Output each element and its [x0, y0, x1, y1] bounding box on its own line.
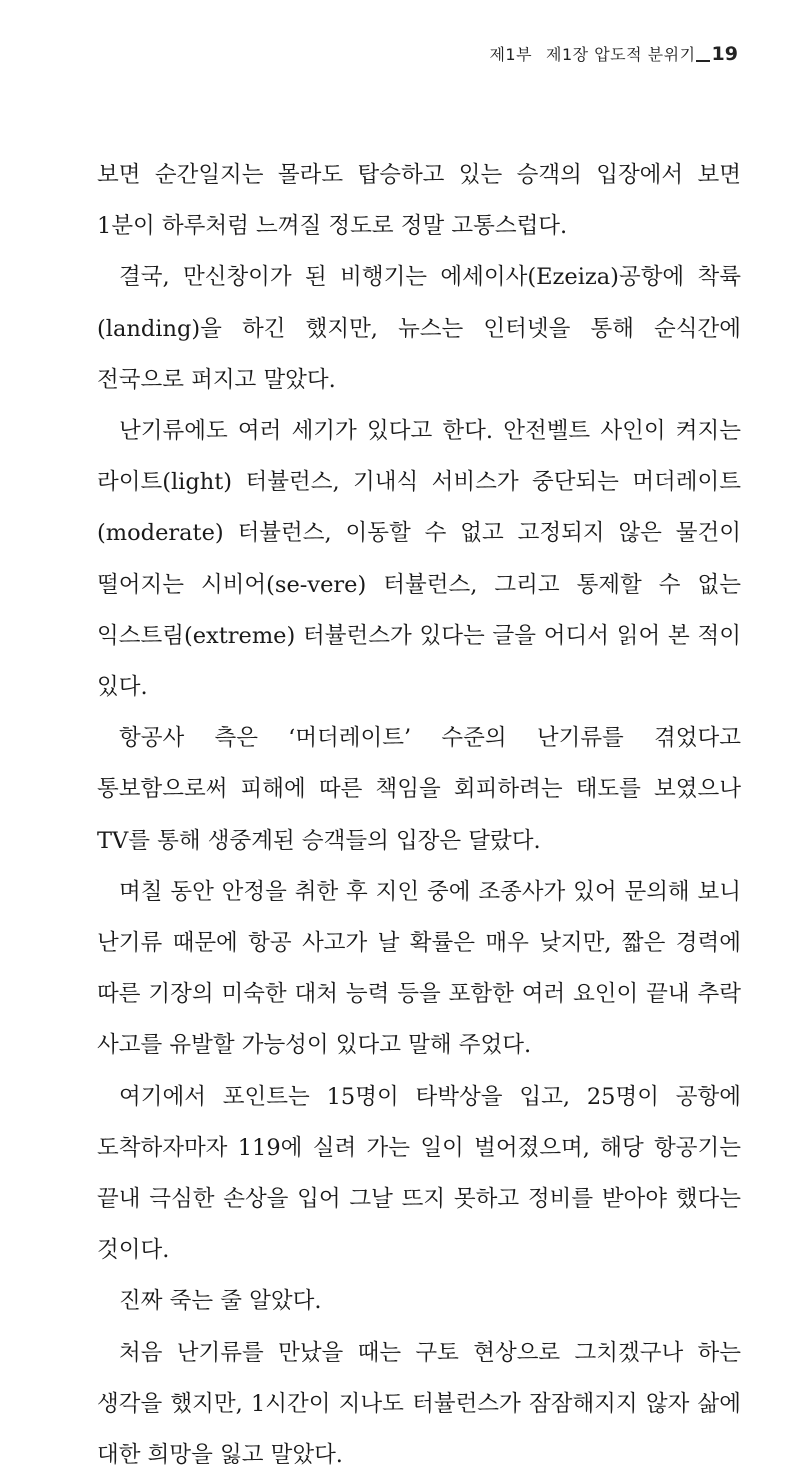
paragraph: 진짜 죽는 줄 알았다. [119, 1288, 322, 1315]
part-label: 제1부 [489, 45, 533, 64]
paragraph: 여기에서 포인트는 15명이 타박상을 입고, 25명이 공항에 도착하자마자 119에 실려 가는 일이 벌어졌으며, 해당 항공기는 끝내 극심한 손상을 입어 그날 뜨지 못하고 정비를 받아야 했다는 것이다. [97, 1083, 741, 1264]
chapter-title: 제1장 압도적 분위기 [546, 45, 696, 64]
page-number: 19 [711, 43, 738, 65]
chapter-and-page [546, 42, 738, 65]
paragraph: 보면 순간일지는 몰라도 탑승하고 있는 승객의 입장에서 보면 1분이 하루처럼 느껴질 정도로 정말 고통스럽다. [97, 162, 741, 240]
body-text [97, 150, 741, 1481]
paragraph: 난기류에도 여러 세기가 있다고 한다. 안전벨트 사인이 켜지는 라이트(light) 터뷸런스, 기내식 서비스가 중단되는 머더레이트(moderate) 터뷸런스, 이동할 수 없고 고정되지 않은 물건이 떨어지는 시비어(se-vere) 터뷸런스, 그리고 통제할 수 없는 익스트림(extreme) 터뷸런스가 있다는 글을 어디서 읽어 본 적이 있다. [97, 418, 741, 701]
paragraph: 며칠 동안 안정을 취한 후 지인 중에 조종사가 있어 문의해 보니 난기류 때문에 항공 사고가 날 확률은 매우 낮지만, 짧은 경력에 따른 기장의 미숙한 대처 능력 등을 포함한 여러 요인이 끝내 추락 사고를 유발할 가능성이 있다고 말해 주었다. [97, 878, 741, 1059]
running-header [489, 42, 738, 65]
paragraph: 결국, 만신창이가 된 비행기는 에세이사(Ezeiza)공항에 착륙(landing)을 하긴 했지만, 뉴스는 인터넷을 통해 순식간에 전국으로 퍼지고 말았다. [97, 264, 741, 393]
paragraph: 항공사 측은 ‘머더레이트’ 수준의 난기류를 겪었다고 통보함으로써 피해에 따른 책임을 회피하려는 태도를 보였으나 TV를 통해 생중계된 승객들의 입장은 달랐다. [97, 725, 741, 854]
header-underline-separator [696, 60, 710, 62]
paragraph: 처음 난기류를 만났을 때는 구토 현상으로 그치겠구나 하는 생각을 했지만, 1시간이 지나도 터뷸런스가 잠잠해지지 않자 삶에 대한 희망을 잃고 말았다. [97, 1339, 741, 1469]
